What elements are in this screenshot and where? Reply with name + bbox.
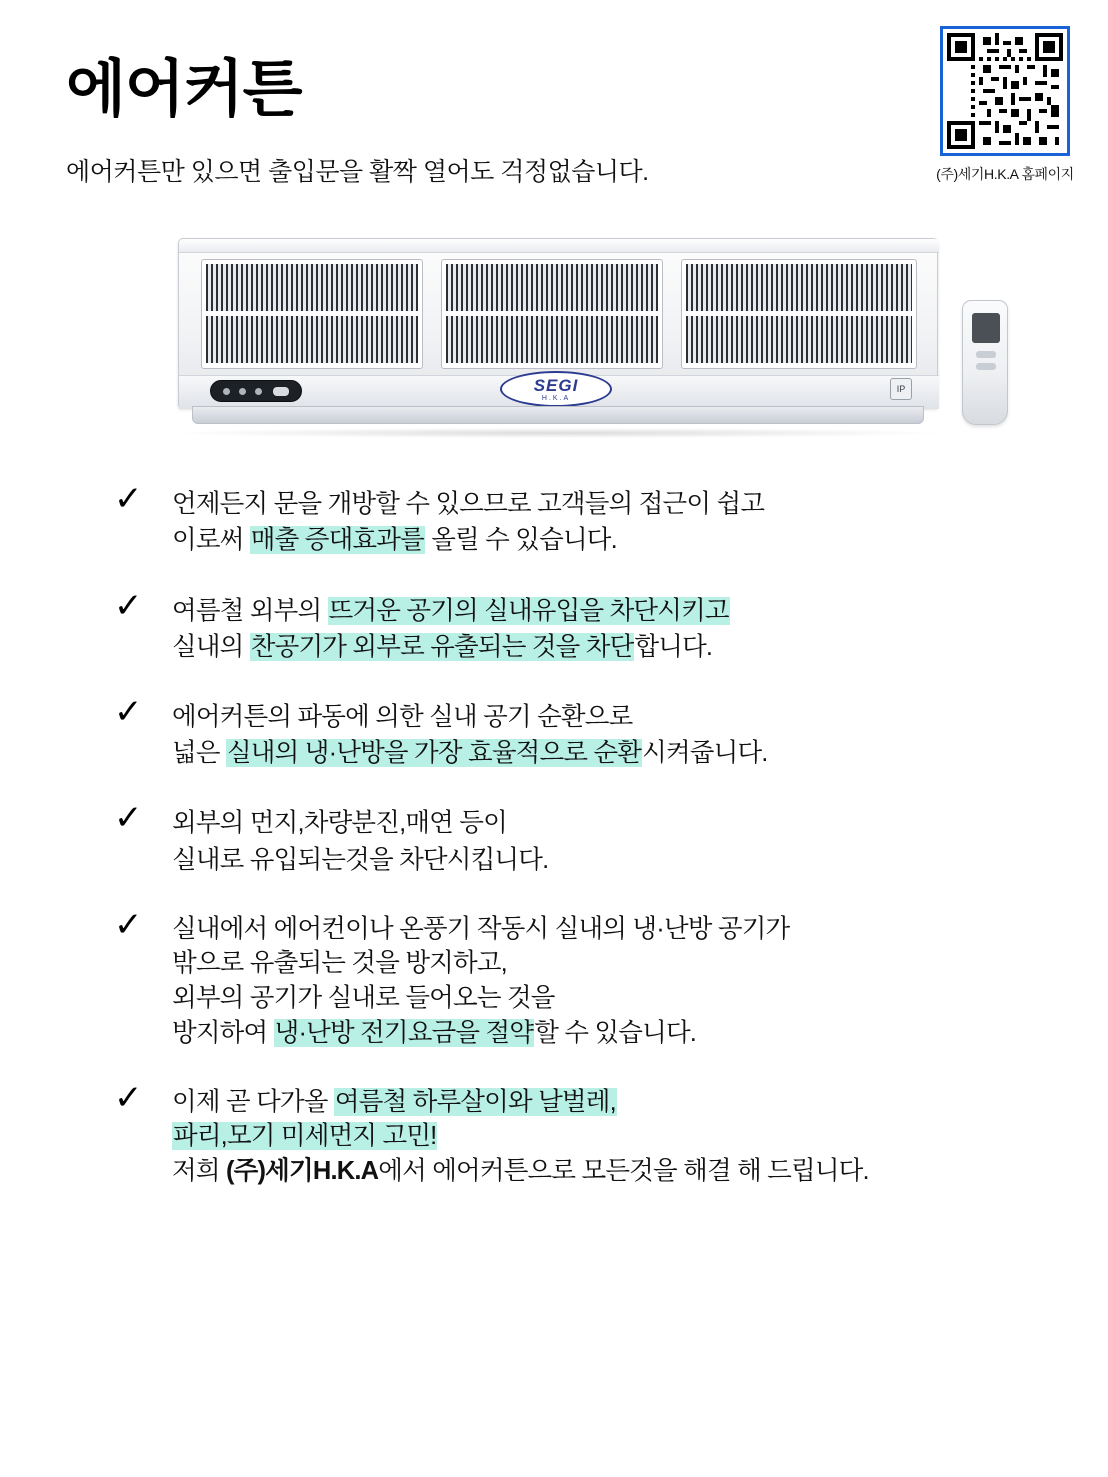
feature-line [172, 1119, 1068, 1154]
product-shadow [178, 428, 938, 438]
control-dot [255, 388, 262, 395]
control-switch [273, 387, 289, 396]
plain-text: 이로써 [172, 526, 250, 555]
plain-text: 밖으로 유출되는 것을 방지하고, [172, 949, 507, 978]
check-icon: ✓ [114, 692, 143, 732]
feature-text [120, 486, 1068, 558]
feature-item [114, 904, 1068, 1051]
feature-line [172, 1085, 1068, 1120]
control-dot [223, 388, 230, 395]
feature-line [172, 522, 1068, 558]
grille-right [681, 259, 917, 369]
remote-button [976, 363, 996, 370]
plain-text: 할 수 있습니다. [534, 1018, 697, 1047]
feature-item [114, 692, 1068, 771]
highlighted-text: 매출 증대효과를 [250, 526, 424, 555]
highlighted-text: 뜨거운 공기의 실내유입을 차단시키고 [328, 596, 729, 625]
unit-base [192, 406, 924, 424]
brand-name: SEGI [533, 375, 579, 395]
remote-body [962, 300, 1008, 425]
grille-slats [446, 264, 658, 311]
page-title: 에어커튼 [66, 55, 302, 124]
plain-text: 실내로 유입되는것을 차단시킵니다. [172, 845, 549, 874]
plain-text: 시켜줍니다. [642, 739, 768, 768]
product-image-area [0, 232, 1108, 482]
grille-left [201, 259, 423, 369]
control-dot [239, 388, 246, 395]
grille-slats [206, 316, 418, 363]
grille-slats [446, 316, 658, 363]
highlighted-text: 냉·난방 전기요금을 절약 [274, 1018, 534, 1047]
plain-text: 언제든지 문을 개방할 수 있으므로 고객들의 접근이 쉽고 [172, 490, 765, 519]
plain-text: 에어커튼의 파동에 의한 실내 공기 순환으로 [172, 703, 633, 731]
unit-top-lip [179, 239, 939, 253]
feature-item [114, 798, 1068, 877]
remote-screen [972, 313, 1000, 343]
feature-text [120, 699, 1068, 771]
plain-text: 올릴 수 있습니다. [424, 526, 617, 555]
check-icon: ✓ [114, 904, 143, 945]
grille-slats [206, 264, 418, 311]
plain-text: 이제 곧 다가올 [172, 1087, 334, 1116]
qr-code-svg [947, 33, 1063, 149]
plain-text: 실내의 [172, 632, 250, 661]
grille-center [441, 259, 663, 369]
plain-text: 에서 에어커튼으로 모든것을 해결 해 드립니다. [378, 1156, 869, 1185]
check-icon: ✓ [114, 1077, 143, 1118]
page-subtitle: 에어커튼만 있으면 출입문을 활짝 열어도 걱정없습니다. [66, 158, 649, 187]
feature-line [172, 629, 1068, 665]
plain-text: 여름철 외부의 [172, 596, 328, 625]
plain-text: 저희 [172, 1156, 226, 1185]
feature-item [114, 585, 1068, 665]
feature-line [172, 1016, 1068, 1051]
highlighted-text: 실내의 냉·난방을 가장 효율적으로 순환 [226, 739, 642, 768]
grille-slats [686, 316, 912, 363]
plain-text: 합니다. [634, 632, 713, 661]
check-icon: ✓ [114, 585, 143, 626]
feature-item [114, 479, 1068, 558]
highlighted-text: 파리,모기 미세먼지 고민! [173, 1122, 437, 1151]
plain-text: 넓은 [172, 739, 226, 768]
feature-item [114, 1077, 1068, 1189]
qr-code-icon[interactable] [940, 26, 1070, 156]
grille-slats [686, 264, 912, 311]
check-icon: ✓ [114, 479, 143, 520]
feature-line [172, 805, 1068, 841]
plain-text: 외부의 공기가 실내로 들어오는 것을 [172, 984, 555, 1013]
air-curtain-unit [178, 238, 938, 434]
unit-control-panel [210, 380, 302, 402]
feature-text [120, 1085, 1068, 1189]
plain-text: 실내에서 에어컨이나 온풍기 작동시 실내의 냉·난방 공기가 [172, 914, 790, 943]
feature-line [172, 735, 1068, 771]
feature-text [120, 593, 1068, 665]
plain-text: (주)세기H.K.A [225, 1156, 379, 1185]
check-icon: ✓ [114, 798, 143, 839]
plain-text: 외부의 먼지,차량분진,매연 등이 [172, 809, 507, 838]
brand-subname: H.K.A [541, 394, 571, 402]
certification-label-icon: IP [890, 378, 912, 400]
feature-line [172, 981, 1068, 1016]
feature-text [120, 912, 1068, 1051]
feature-line [172, 842, 1068, 878]
highlighted-text: 여름철 하루살이와 날벌레, [334, 1087, 616, 1116]
qr-block[interactable] [920, 26, 1090, 184]
brand-logo [500, 371, 612, 407]
feature-line [172, 593, 1068, 629]
feature-line [172, 912, 1068, 947]
remote-control [962, 300, 1008, 425]
feature-line [172, 699, 1068, 735]
feature-line [172, 1154, 1068, 1189]
feature-line [172, 946, 1068, 981]
qr-caption: (주)세기H.K.A 홈페이지 [936, 166, 1074, 182]
feature-list [0, 479, 1108, 1188]
feature-text [120, 805, 1068, 877]
plain-text: 방지하여 [172, 1018, 274, 1047]
feature-line [172, 486, 1068, 522]
highlighted-text: 찬공기가 외부로 유출되는 것을 차단 [250, 632, 634, 661]
remote-button [976, 351, 996, 358]
